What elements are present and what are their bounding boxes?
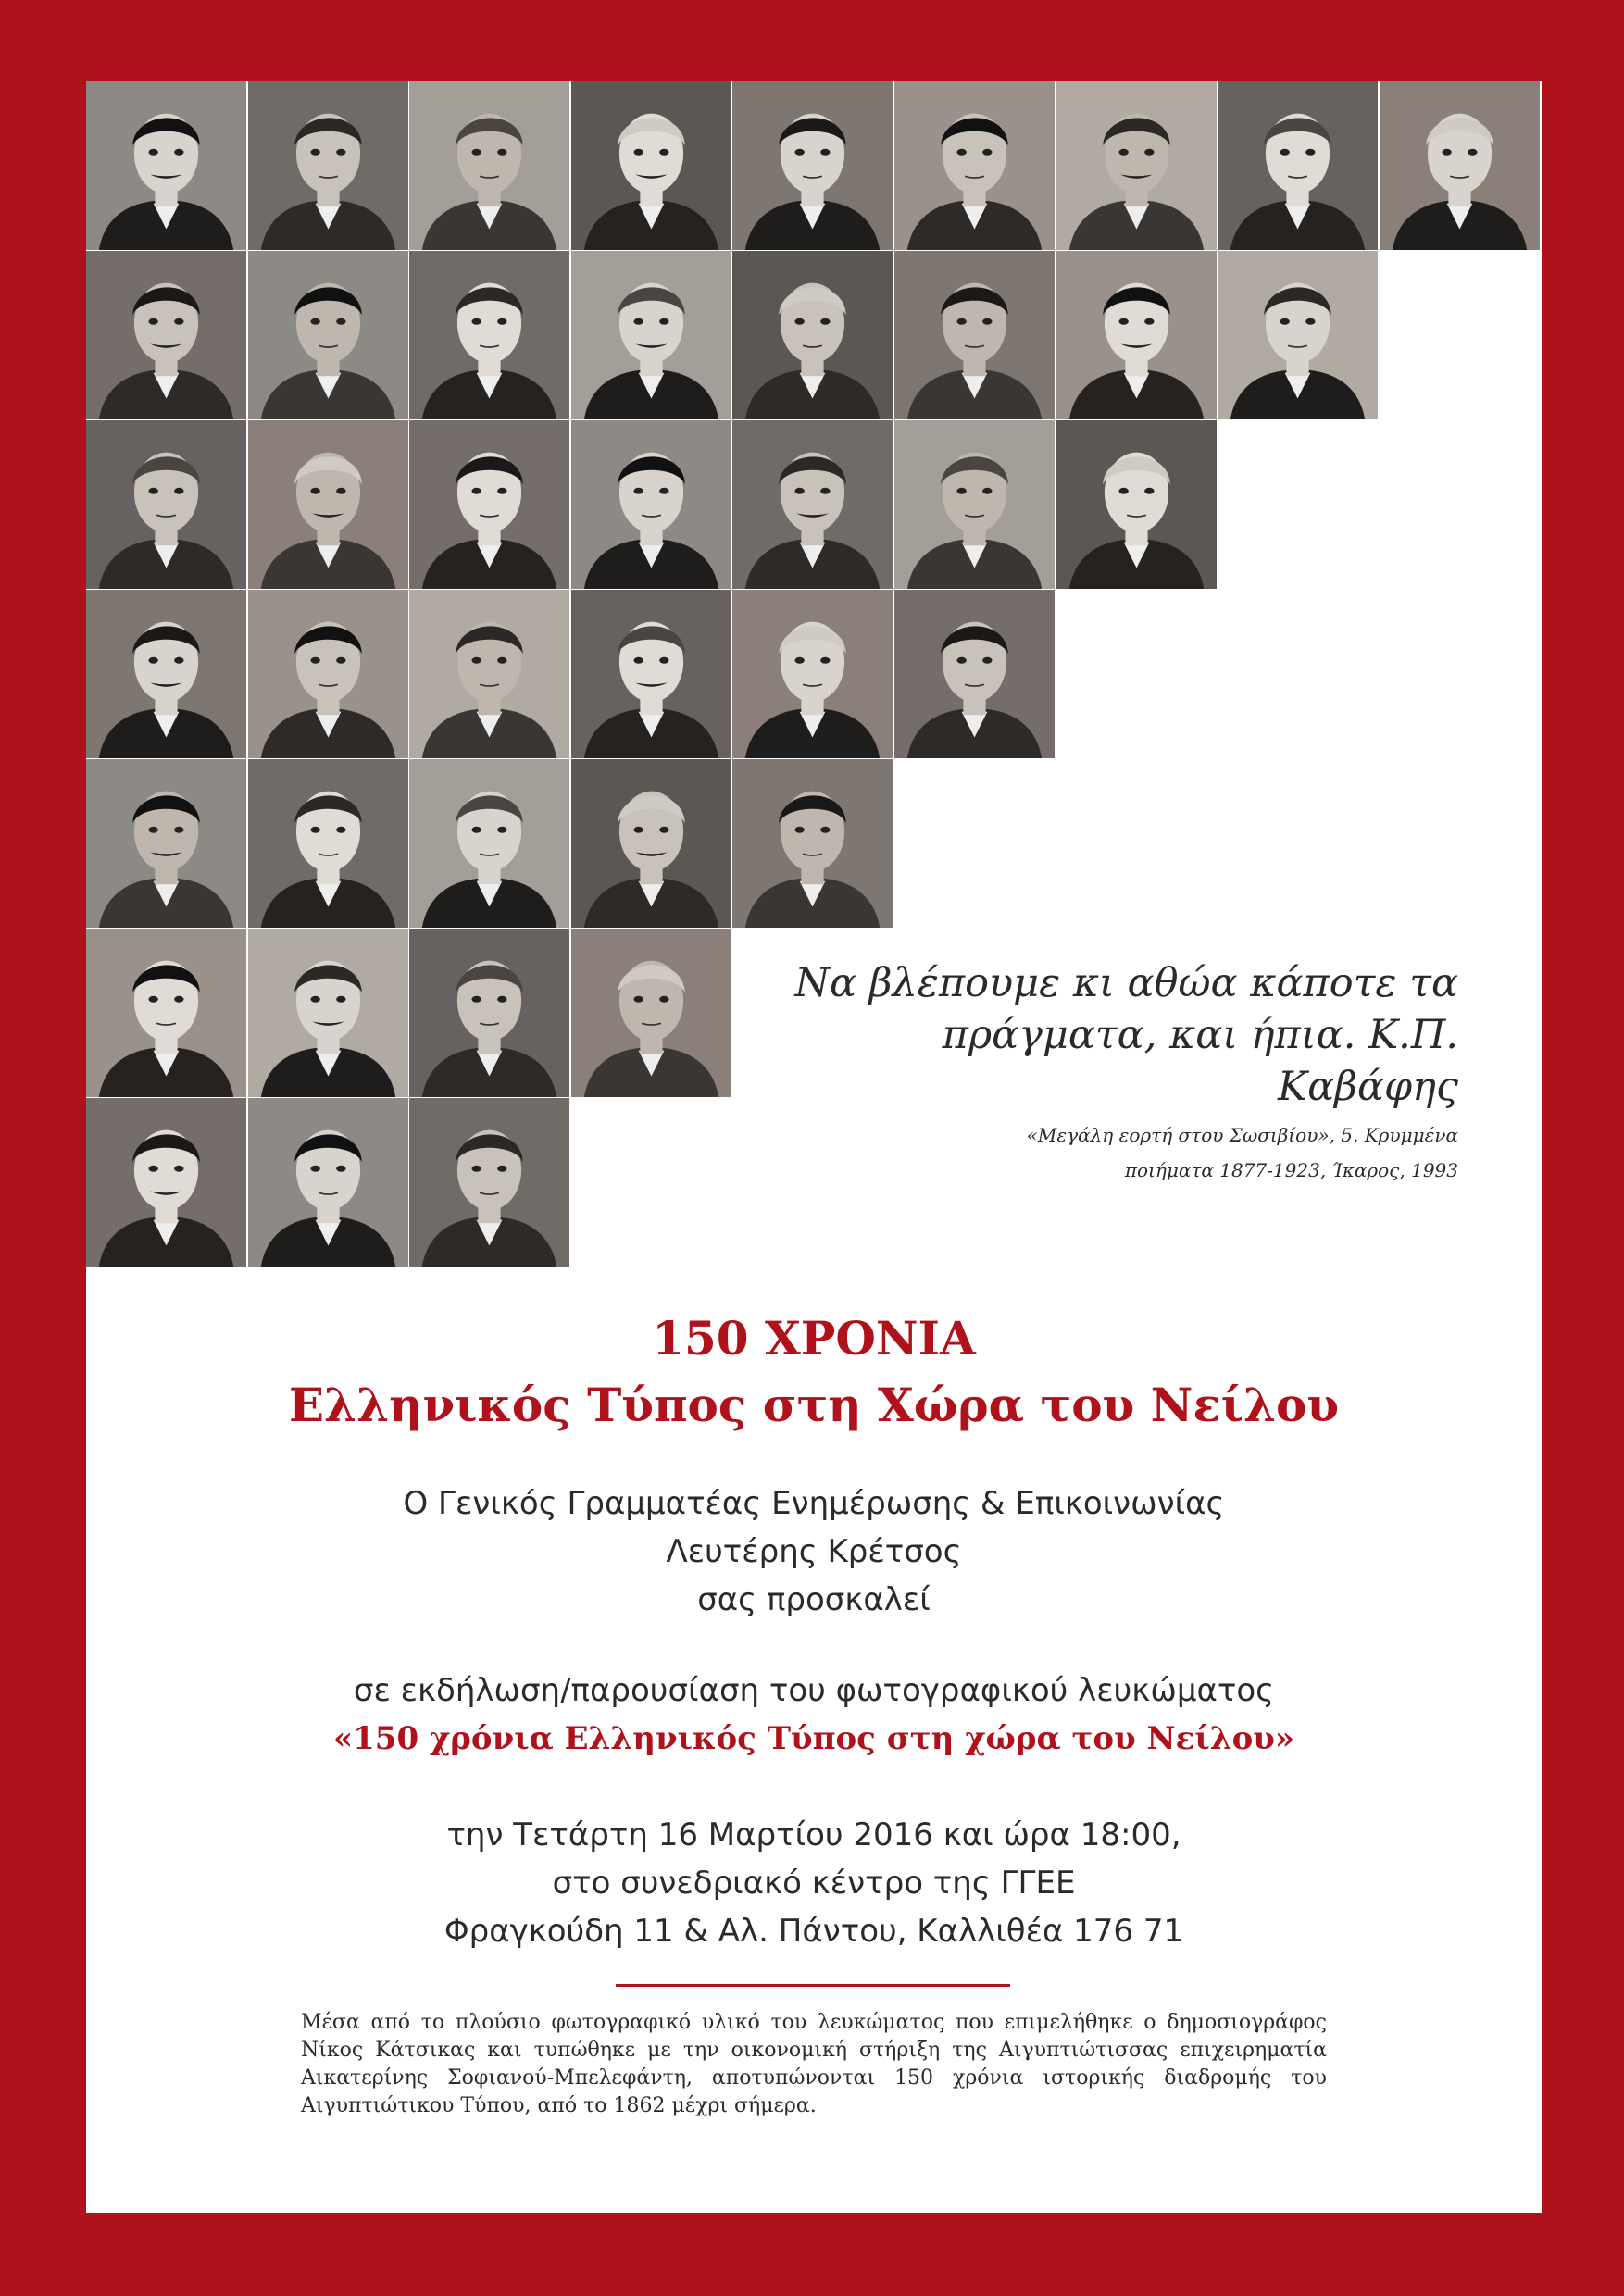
portrait-photo bbox=[86, 759, 246, 928]
album-description: Μέσα από το πλούσιο φωτογραφικό υλικό του λευκώματος που επιμελήθηκε ο δημοσιογράφος Νίκος Κάτσικας και τυπώθηκε με την οικονομική στήριξη της Αιγυπτιώτισσας επιχειρηματία Αικατερίνης Σοφιανού-Μπελεφάντη, αποτυπώνονται 150 χρόνια ιστορικής διαδρομής του Αιγυπτιώτικου Τύπου, από το 1862 μέχρι σήμερα. bbox=[301, 2011, 1327, 2117]
portrait-photo bbox=[248, 759, 408, 928]
portrait-photo bbox=[571, 420, 731, 589]
event-date: την Τετάρτη 16 Μαρτίου 2016 και ώρα 18:00, bbox=[446, 1816, 1181, 1853]
portrait-photo bbox=[86, 929, 246, 1097]
portrait-photo bbox=[86, 1098, 246, 1267]
poster-sheet bbox=[86, 81, 1542, 2213]
event-intro: σε εκδήλωση/παρουσίαση του φωτογραφικού λευκώματος bbox=[353, 1672, 1275, 1709]
cavafy-quote bbox=[755, 957, 1458, 1183]
portrait-photo bbox=[409, 759, 569, 928]
host-invites: σας προσκαλεί bbox=[697, 1581, 931, 1618]
portrait-photo bbox=[86, 420, 246, 589]
title-years: 150 ΧΡΟΝΙΑ bbox=[652, 1311, 976, 1366]
event-venue: στο συνεδριακό κέντρο της ΓΓΕΕ bbox=[552, 1865, 1076, 1902]
quote-line-2: πράγματα, και ήπια. Κ.Π. Καβάφης bbox=[942, 1012, 1458, 1110]
portrait-photo bbox=[409, 81, 569, 250]
portrait-photo bbox=[732, 81, 893, 250]
portrait-photo bbox=[571, 929, 731, 1097]
portrait-photo bbox=[732, 420, 893, 589]
quote-line-1: Να βλέπουμε κι αθώα κάποτε τα bbox=[794, 960, 1458, 1006]
portrait-photo bbox=[894, 251, 1055, 419]
portrait-photo bbox=[1056, 81, 1217, 250]
portrait-photo bbox=[1380, 81, 1540, 250]
portrait-photo bbox=[732, 590, 893, 758]
portrait-photo bbox=[894, 420, 1055, 589]
portrait-photo bbox=[1218, 81, 1378, 250]
quote-citation-1: «Μεγάλη εορτή στου Σωσιβίου», 5. Κρυμμένα bbox=[1026, 1124, 1458, 1146]
title-subject: Ελληνικός Τύπος στη Χώρα του Νείλου bbox=[288, 1378, 1340, 1432]
portrait-photo bbox=[571, 251, 731, 419]
portrait-photo bbox=[894, 590, 1055, 758]
quote-citation-2: ποιήματα 1877-1923, Ίκαρος, 1993 bbox=[1124, 1159, 1458, 1181]
album-title: «150 χρόνια Ελληνικός Τύπος στη χώρα του Νείλου» bbox=[332, 1720, 1295, 1757]
divider-rule bbox=[616, 1984, 1010, 1987]
portrait-photo bbox=[571, 81, 731, 250]
host-block bbox=[86, 1479, 1542, 1624]
portrait-photo bbox=[248, 81, 408, 250]
portrait-photo bbox=[248, 1098, 408, 1267]
portrait-photo bbox=[732, 251, 893, 419]
portrait-photo bbox=[894, 81, 1055, 250]
portrait-photo bbox=[571, 590, 731, 758]
portrait-photo bbox=[409, 420, 569, 589]
portrait-photo bbox=[1056, 251, 1217, 419]
portrait-photo bbox=[1056, 420, 1217, 589]
portrait-photo bbox=[248, 590, 408, 758]
portrait-photo bbox=[409, 1098, 569, 1267]
event-address: Φραγκούδη 11 & Αλ. Πάντου, Καλλιθέα 176 71 bbox=[443, 1913, 1184, 1950]
portrait-photo bbox=[248, 251, 408, 419]
portrait-photo bbox=[571, 759, 731, 928]
portrait-photo bbox=[248, 420, 408, 589]
portrait-photo bbox=[86, 590, 246, 758]
host-position: Ο Γενικός Γραμματέας Ενημέρωσης & Επικοινωνίας bbox=[403, 1485, 1225, 1522]
portrait-photo bbox=[732, 759, 893, 928]
portrait-photo bbox=[86, 251, 246, 419]
host-name: Λευτέρης Κρέτσος bbox=[666, 1533, 962, 1570]
portrait-photo bbox=[409, 929, 569, 1097]
portrait-photo bbox=[248, 929, 408, 1097]
event-details bbox=[86, 1811, 1542, 1955]
portrait-photo bbox=[86, 81, 246, 250]
portrait-photo bbox=[1218, 251, 1378, 419]
portrait-photo bbox=[409, 251, 569, 419]
portrait-photo bbox=[409, 590, 569, 758]
